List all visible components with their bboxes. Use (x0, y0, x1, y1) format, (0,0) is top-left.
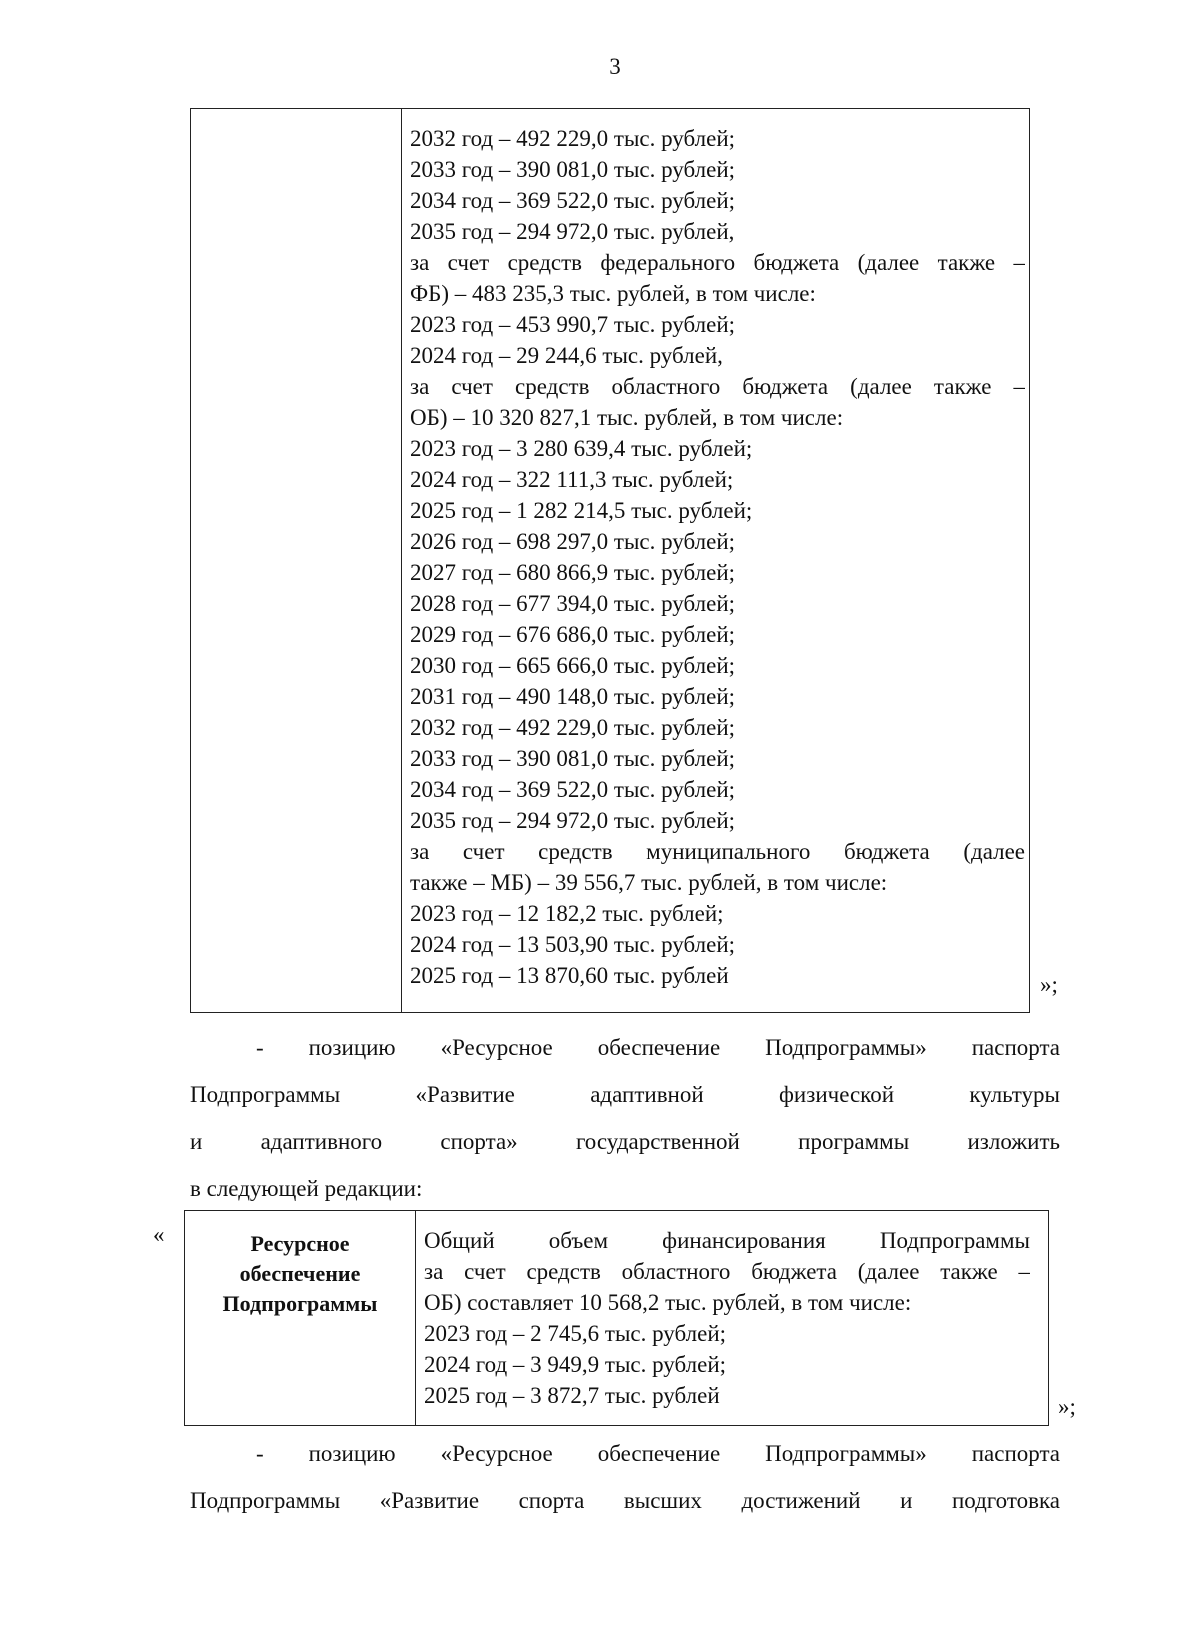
funding-table-continued (190, 108, 1030, 1013)
table-line: 2025 год – 3 872,7 тыс. рублей (424, 1383, 720, 1408)
closing-quote: »; (1040, 972, 1058, 997)
instruction-paragraph (190, 1430, 1060, 1524)
page-number: 3 (609, 54, 621, 79)
table-line: за счет средств федерального бюджета (далее также – (410, 250, 1025, 275)
paragraph-line: - позицию «Ресурсное обеспечение Подпрограммы» паспорта (256, 1035, 1060, 1060)
table-line: 2035 год – 294 972,0 тыс. рублей; (410, 808, 736, 833)
table-line: 2025 год – 1 282 214,5 тыс. рублей; (410, 498, 753, 523)
table-line: 2023 год – 12 182,2 тыс. рублей; (410, 901, 724, 926)
table-label-cell (185, 1211, 416, 1426)
table-line: 2035 год – 294 972,0 тыс. рублей, (410, 219, 735, 244)
table-value-cell (402, 109, 1030, 1013)
label-line: Подпрограммы (222, 1291, 378, 1316)
instruction-paragraph (190, 1024, 1060, 1212)
label-line: обеспечение (239, 1261, 361, 1286)
table-line: 2024 год – 13 503,90 тыс. рублей; (410, 932, 736, 957)
paragraph-line: Подпрограммы «Развитие адаптивной физической культуры (190, 1082, 1060, 1107)
table-line: также – МБ) – 39 556,7 тыс. рублей, в том числе: (410, 870, 888, 895)
table-line: 2026 год – 698 297,0 тыс. рублей; (410, 529, 736, 554)
table-line: 2033 год – 390 081,0 тыс. рублей; (410, 157, 736, 182)
table-line: 2032 год – 492 229,0 тыс. рублей; (410, 126, 736, 151)
resource-provision-table (184, 1210, 1049, 1426)
table-line: 2025 год – 13 870,60 тыс. рублей (410, 963, 729, 988)
table-line: за счет средств муниципального бюджета (далее (410, 839, 1025, 864)
table-line: 2031 год – 490 148,0 тыс. рублей; (410, 684, 736, 709)
table-line: 2023 год – 3 280 639,4 тыс. рублей; (410, 436, 753, 461)
table-line: 2024 год – 29 244,6 тыс. рублей, (410, 343, 723, 368)
table-line: 2028 год – 677 394,0 тыс. рублей; (410, 591, 736, 616)
paragraph-line: - позицию «Ресурсное обеспечение Подпрограммы» паспорта (256, 1441, 1060, 1466)
table-line: 2034 год – 369 522,0 тыс. рублей; (410, 188, 736, 213)
table-line: за счет средств областного бюджета (далее также – (410, 374, 1025, 399)
label-line: Ресурсное (250, 1231, 350, 1256)
table-line: 2034 год – 369 522,0 тыс. рублей; (410, 777, 736, 802)
table-line: ОБ) составляет 10 568,2 тыс. рублей, в том числе: (424, 1290, 912, 1315)
table-line: 2032 год – 492 229,0 тыс. рублей; (410, 715, 736, 740)
table-line: 2023 год – 2 745,6 тыс. рублей; (424, 1321, 727, 1346)
table-line: ФБ) – 483 235,3 тыс. рублей, в том числе: (410, 281, 816, 306)
paragraph-line: в следующей редакции: (190, 1176, 423, 1201)
table-line: 2027 год – 680 866,9 тыс. рублей; (410, 560, 736, 585)
table-line: Общий объем финансирования Подпрограммы (424, 1228, 1030, 1253)
opening-quote: « (153, 1222, 165, 1247)
table-line: ОБ) – 10 320 827,1 тыс. рублей, в том числе: (410, 405, 844, 430)
paragraph-line: Подпрограммы «Развитие спорта высших достижений и подготовка (190, 1488, 1060, 1513)
table-line: 2029 год – 676 686,0 тыс. рублей; (410, 622, 736, 647)
paragraph-line: и адаптивного спорта» государственной программы изложить (190, 1129, 1060, 1154)
table-line: 2024 год – 3 949,9 тыс. рублей; (424, 1352, 727, 1377)
table-line: 2023 год – 453 990,7 тыс. рублей; (410, 312, 736, 337)
table-line: 2024 год – 322 111,3 тыс. рублей; (410, 467, 734, 492)
table-line: 2033 год – 390 081,0 тыс. рублей; (410, 746, 736, 771)
table-line: 2030 год – 665 666,0 тыс. рублей; (410, 653, 736, 678)
table-value-cell (416, 1211, 1049, 1426)
table-label-cell-empty (191, 109, 402, 1013)
closing-quote: »; (1058, 1394, 1076, 1419)
table-line: за счет средств областного бюджета (далее также – (424, 1259, 1030, 1284)
